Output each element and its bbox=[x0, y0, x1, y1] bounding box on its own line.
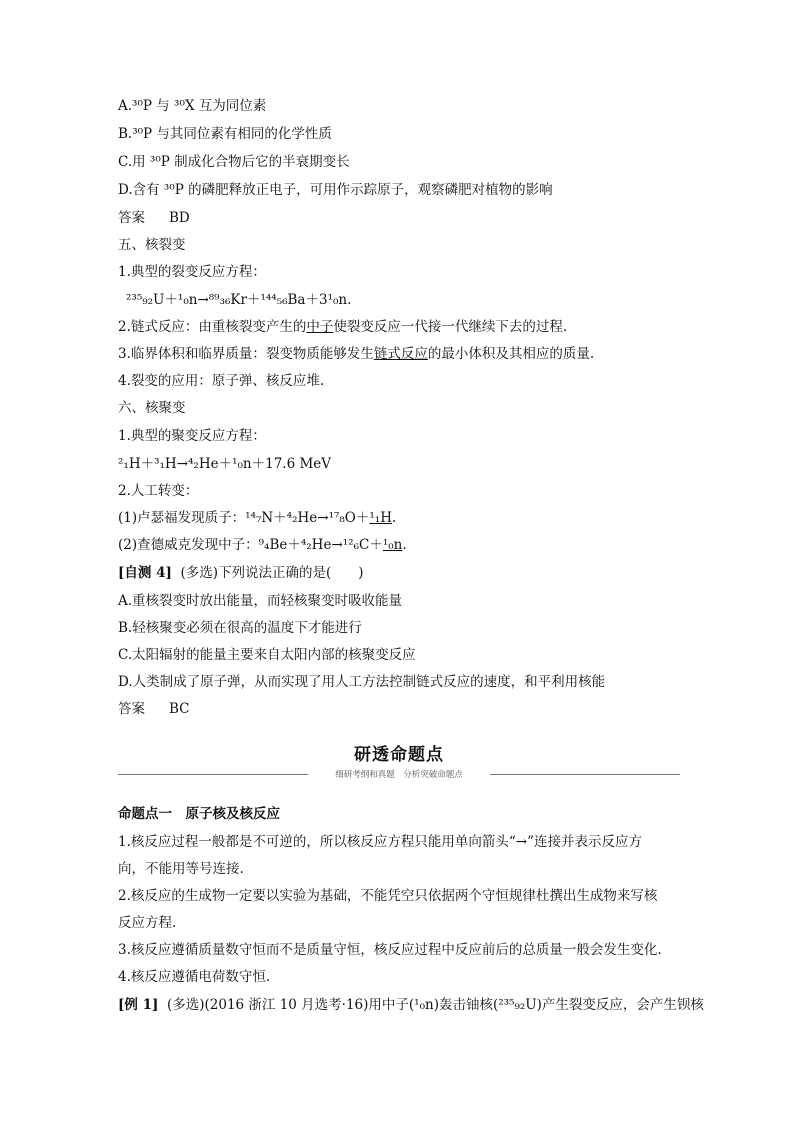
q4-option-d: D.人类制成了原子弹，从而实现了用人工方法控制链式反应的速度，和平利用核能 bbox=[118, 674, 606, 690]
section-heading-subtitle: 细研考纲和真题 分析突破命题点 bbox=[335, 770, 463, 780]
option-a: A.³⁰P 与 ³⁰X 互为同位素 bbox=[118, 98, 267, 114]
example-text: (多选)(2016 浙江 10 月选考·16)用中子(¹₀n)轰击铀核(²³⁵₉₂U)产生裂变反应，会产生钡核 bbox=[166, 997, 704, 1013]
answer-label: 答案 bbox=[118, 701, 145, 717]
text-span: . bbox=[402, 537, 407, 553]
fission-item-4: 4.裂变的应用：原子弹、核反应堆. bbox=[118, 373, 325, 389]
underlined-term: ¹₀n bbox=[382, 537, 403, 553]
fusion-equation: ²₁H＋³₁H→⁴₂He＋¹₀n＋17.6 MeV bbox=[118, 456, 332, 472]
topic-point-2b: 反应方程. bbox=[118, 915, 177, 931]
example-tag: [例 1] bbox=[118, 997, 159, 1013]
text-span: 2.链式反应：由重核裂变产生的 bbox=[118, 319, 307, 335]
transmutation-2 bbox=[118, 535, 407, 555]
topic-point-1a: 1.核反应过程一般都是不可逆的，所以核反应方程只能用单向箭头“→”连接并表示反应方 bbox=[118, 834, 642, 850]
text-span: (2)查德威克发现中子：⁹₄Be＋⁴₂He→¹²₆C＋ bbox=[118, 537, 383, 553]
text-span: 的最小体积及其相应的质量. bbox=[427, 346, 595, 362]
answer-label: 答案 bbox=[118, 210, 145, 226]
section-fusion-title: 六、核聚变 bbox=[118, 400, 186, 416]
fission-item-3 bbox=[118, 344, 594, 364]
divider-right bbox=[490, 774, 680, 775]
transmutation-1 bbox=[118, 508, 396, 528]
underlined-term: 链式反应 bbox=[373, 346, 428, 362]
section-heading bbox=[118, 738, 680, 782]
answer-2 bbox=[118, 699, 190, 719]
topic-point-1b: 向，不能用等号连接. bbox=[118, 861, 244, 877]
text-span: (1)卢瑟福发现质子：¹⁴₇N＋⁴₂He→¹⁷₈O＋ bbox=[118, 510, 370, 526]
question-text: (多选)下列说法正确的是( ) bbox=[180, 565, 364, 581]
option-d: D.含有 ³⁰P 的磷肥释放正电子，可用作示踪原子，观察磷肥对植物的影响 bbox=[118, 182, 553, 198]
q4-option-a: A.重核裂变时放出能量，而轻核聚变时吸收能量 bbox=[118, 593, 403, 609]
example-1 bbox=[118, 995, 704, 1015]
fusion-item-1: 1.典型的聚变反应方程： bbox=[118, 428, 266, 444]
underlined-term: 中子 bbox=[306, 319, 334, 335]
topic-point-2a: 2.核反应的生成物一定要以实验为基础，不能凭空只依据两个守恒规律杜撰出生成物来写核 bbox=[118, 888, 658, 904]
question-tag: [自测 4] bbox=[118, 565, 172, 581]
fission-equation: ²³⁵₉₂U＋¹₀n→⁸⁹₃₆Kr＋¹⁴⁴₅₆Ba＋3¹₀n. bbox=[126, 292, 352, 308]
section-fission-title: 五、核裂变 bbox=[118, 237, 186, 253]
text-span: 使裂变反应一代接一代继续下去的过程. bbox=[333, 319, 568, 335]
option-b: B.³⁰P 与其同位素有相同的化学性质 bbox=[118, 126, 332, 142]
topic-title: 命题点一 原子核及核反应 bbox=[118, 806, 280, 822]
self-test-4 bbox=[118, 563, 364, 583]
section-heading-title: 研透命题点 bbox=[354, 745, 444, 765]
fission-item-2 bbox=[118, 317, 567, 337]
q4-option-c: C.太阳辐射的能量主要来自太阳内部的核聚变反应 bbox=[118, 647, 416, 663]
underlined-term: ¹₁H bbox=[369, 510, 392, 526]
q4-option-b: B.轻核聚变必须在很高的温度下才能进行 bbox=[118, 620, 362, 636]
fission-item-1: 1.典型的裂变反应方程： bbox=[118, 264, 266, 280]
option-c: C.用 ³⁰P 制成化合物后它的半衰期变长 bbox=[118, 154, 350, 170]
text-span: . bbox=[391, 510, 397, 526]
divider-left bbox=[118, 774, 308, 775]
topic-point-3: 3.核反应遵循质量数守恒而不是质量守恒，核反应过程中反应前后的总质量一般会发生变化. bbox=[118, 942, 662, 958]
topic-point-4: 4.核反应遵循电荷数守恒. bbox=[118, 969, 271, 985]
text-span: 3.临界体积和临界质量：裂变物质能够发生 bbox=[118, 346, 374, 362]
answer-value: BC bbox=[169, 701, 190, 717]
answer-value: BD bbox=[169, 210, 190, 226]
fusion-item-2: 2.人工转变： bbox=[118, 483, 199, 499]
answer-1 bbox=[118, 208, 190, 228]
